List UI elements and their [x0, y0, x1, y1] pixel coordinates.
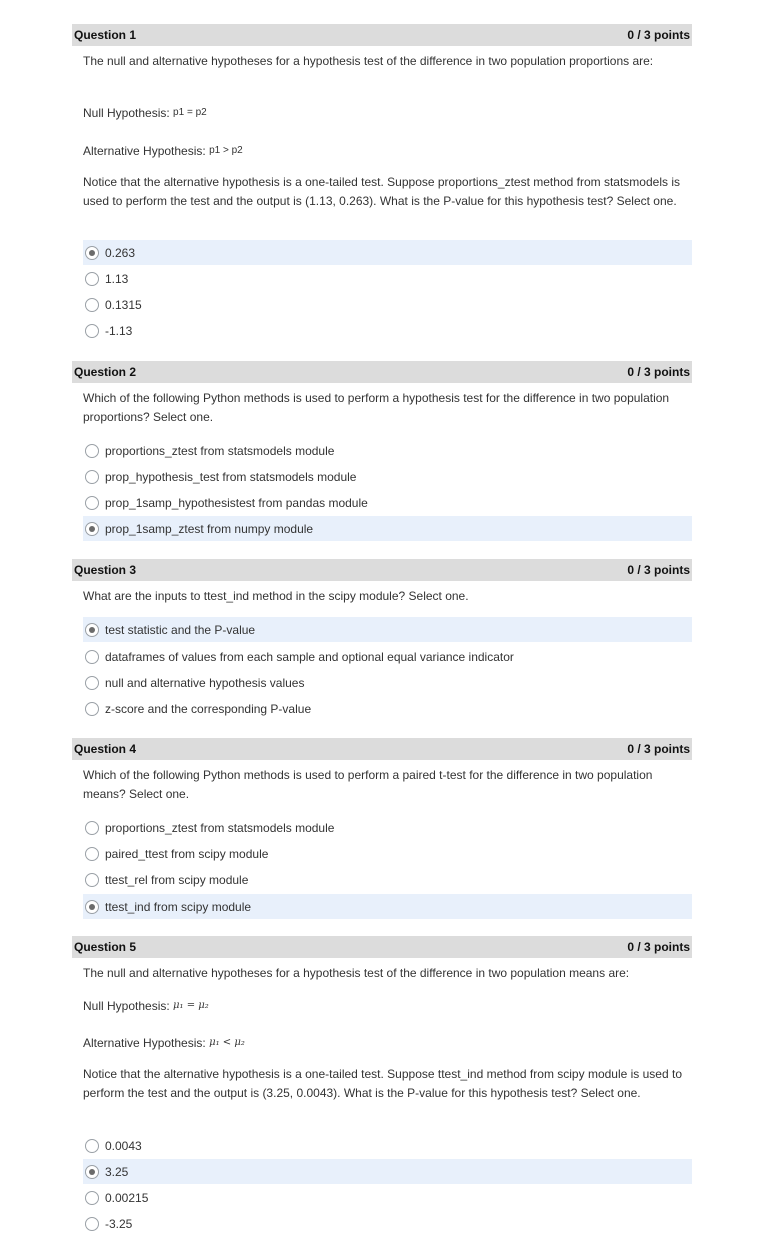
option-label: 0.1315: [105, 297, 142, 312]
option-label: dataframes of values from each sample and optional equal variance indicator: [105, 649, 514, 664]
alt-hypothesis-label: Alternative Hypothesis:: [83, 1036, 206, 1050]
question-5-alt-hypothesis: [83, 1033, 683, 1053]
radio-button[interactable]: [85, 496, 99, 510]
q2-option-2[interactable]: [83, 464, 692, 489]
option-label: z-score and the corresponding P-value: [105, 701, 312, 716]
radio-button[interactable]: [85, 900, 99, 914]
q3-option-3[interactable]: [83, 670, 692, 695]
alt-hypothesis-formula: μ₁ < μ₂: [209, 1037, 245, 1048]
q3-option-1[interactable]: [83, 617, 692, 642]
radio-button[interactable]: [85, 702, 99, 716]
q4-option-2[interactable]: [83, 841, 692, 866]
q1-option-4[interactable]: [83, 318, 692, 343]
q1-option-1[interactable]: [83, 240, 692, 265]
null-hypothesis-label: Null Hypothesis:: [83, 999, 170, 1013]
question-1-notice: Notice that the alternative hypothesis is a one-tailed test. Suppose proportions_ztest method from statsmodels is used to perform the test and the output is (1.13, 0.263). What is the P-value for this hypothesis test? Select one.: [83, 175, 680, 208]
radio-button[interactable]: [85, 298, 99, 312]
radio-button[interactable]: [85, 847, 99, 861]
question-points: 0 / 3 points: [627, 742, 690, 756]
question-points: 0 / 3 points: [627, 365, 690, 379]
radio-button[interactable]: [85, 324, 99, 338]
radio-button[interactable]: [85, 1139, 99, 1153]
radio-button[interactable]: [85, 246, 99, 260]
radio-button[interactable]: [85, 676, 99, 690]
q5-option-4[interactable]: [83, 1211, 692, 1236]
radio-button[interactable]: [85, 522, 99, 536]
option-label: prop_1samp_ztest from numpy module: [105, 521, 314, 536]
null-hypothesis-formula: μ₁ = μ₂: [173, 1000, 209, 1011]
option-label: prop_1samp_hypothesistest from pandas module: [105, 495, 368, 510]
question-5-notice: Notice that the alternative hypothesis is a one-tailed test. Suppose ttest_ind method from scipy module is used to perform the test and the output is (3.25, 0.0043). What is the P-value for this hypothesis test? Select one.: [83, 1067, 682, 1100]
radio-button[interactable]: [85, 470, 99, 484]
question-points: 0 / 3 points: [627, 28, 690, 42]
option-label: test statistic and the P-value: [105, 622, 256, 637]
q3-option-2[interactable]: [83, 644, 692, 669]
radio-button[interactable]: [85, 272, 99, 286]
option-label: ttest_ind from scipy module: [105, 899, 252, 914]
radio-button[interactable]: [85, 1191, 99, 1205]
question-points: 0 / 3 points: [627, 563, 690, 577]
question-5-null-hypothesis: [83, 996, 683, 1016]
q1-option-2[interactable]: [83, 266, 692, 291]
question-2-header: [72, 361, 692, 383]
question-2-prompt: Which of the following Python methods is used to perform a hypothesis test for the difference in two population proportions? Select one.: [83, 391, 670, 424]
option-label: null and alternative hypothesis values: [105, 675, 305, 690]
radio-button[interactable]: [85, 650, 99, 664]
question-title: Question 4: [74, 742, 137, 756]
radio-button[interactable]: [85, 873, 99, 887]
q4-option-3[interactable]: [83, 867, 692, 892]
q2-option-4[interactable]: [83, 516, 692, 541]
option-label: proportions_ztest from statsmodels module: [105, 820, 335, 835]
q2-option-3[interactable]: [83, 490, 692, 515]
radio-button[interactable]: [85, 444, 99, 458]
question-1-alt-hypothesis: [83, 141, 683, 161]
radio-button[interactable]: [85, 1217, 99, 1231]
question-title: Question 2: [74, 365, 137, 379]
option-label: ttest_rel from scipy module: [105, 872, 249, 887]
question-5-header: [72, 936, 692, 958]
question-points: 0 / 3 points: [627, 940, 690, 954]
question-3-prompt: What are the inputs to ttest_ind method in the scipy module? Select one.: [83, 589, 469, 603]
question-3-header: [72, 559, 692, 581]
question-title: Question 1: [74, 28, 137, 42]
alt-hypothesis-label: Alternative Hypothesis:: [83, 144, 206, 158]
option-label: -1.13: [105, 323, 133, 338]
alt-hypothesis-formula: p1 > p2: [209, 145, 243, 156]
option-label: prop_hypothesis_test from statsmodels module: [105, 469, 357, 484]
option-label: 3.25: [105, 1164, 129, 1179]
q5-option-3[interactable]: [83, 1185, 692, 1210]
q4-option-1[interactable]: [83, 815, 692, 840]
option-label: 0.0043: [105, 1138, 142, 1153]
q1-option-3[interactable]: [83, 292, 692, 317]
option-label: 0.00215: [105, 1190, 149, 1205]
option-label: 1.13: [105, 271, 129, 286]
option-label: 0.263: [105, 245, 136, 260]
null-hypothesis-label: Null Hypothesis:: [83, 106, 170, 120]
radio-button[interactable]: [85, 1165, 99, 1179]
question-1-intro: The null and alternative hypotheses for a hypothesis test of the difference in two population proportions are:: [83, 54, 654, 68]
question-4-header: [72, 738, 692, 760]
option-label: proportions_ztest from statsmodels module: [105, 443, 335, 458]
q2-option-1[interactable]: [83, 438, 692, 463]
null-hypothesis-formula: p1 = p2: [173, 107, 207, 118]
q5-option-1[interactable]: [83, 1133, 692, 1158]
q3-option-4[interactable]: [83, 696, 692, 721]
question-4-prompt: Which of the following Python methods is used to perform a paired t-test for the difference in two population means? Select one.: [83, 768, 653, 801]
q5-option-2[interactable]: [83, 1159, 692, 1184]
radio-button[interactable]: [85, 821, 99, 835]
radio-button[interactable]: [85, 623, 99, 637]
question-1-null-hypothesis: [83, 103, 683, 123]
option-label: paired_ttest from scipy module: [105, 846, 269, 861]
q4-option-4[interactable]: [83, 894, 692, 919]
question-5-intro: The null and alternative hypotheses for a hypothesis test of the difference in two population means are:: [83, 966, 630, 980]
question-title: Question 3: [74, 563, 137, 577]
question-1-header: [72, 24, 692, 46]
question-title: Question 5: [74, 940, 137, 954]
option-label: -3.25: [105, 1216, 133, 1231]
